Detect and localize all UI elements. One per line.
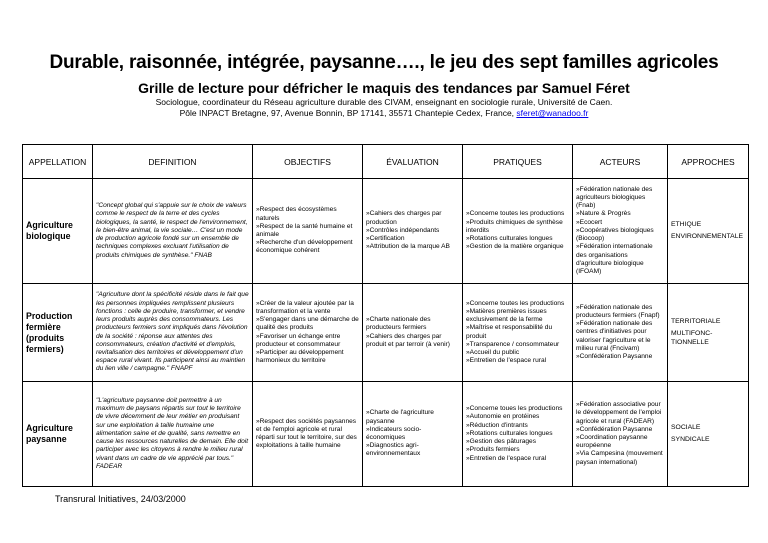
list-item: » Cahiers des charges par produit et par terroir (à venir) bbox=[366, 333, 459, 349]
approach-label: ENVIRONNEMENTALE bbox=[671, 233, 744, 240]
list-item: » Coopératives biologiques (Biocoop) bbox=[576, 227, 664, 243]
col-header-pratiques: PRATIQUES bbox=[463, 145, 573, 179]
col-header-approches: APPROCHES bbox=[668, 145, 749, 179]
list-item: » Indicateurs socio-économiques bbox=[366, 426, 459, 442]
list-item: » Confédération Paysanne bbox=[576, 426, 664, 434]
list-item: » Concerne toues les productions bbox=[466, 405, 569, 413]
row-evaluation bbox=[363, 179, 463, 284]
list-item: » Nature & Progrès bbox=[576, 210, 664, 218]
list-item: » Cahiers des charges par production bbox=[366, 210, 459, 226]
table-row bbox=[23, 284, 749, 382]
list-item: » Respect des écosystèmes naturels bbox=[256, 206, 359, 222]
list-item: » Respect des sociétés paysannes et de l'emploi agricole et rural réparti sur tout le territoire, sur des exploitations à taille humaine bbox=[256, 418, 359, 451]
list-item: » Certification bbox=[366, 235, 459, 243]
list-item: » Accueil du public bbox=[466, 349, 569, 357]
list-item: » Charte nationale des producteurs fermiers bbox=[366, 316, 459, 332]
row-evaluation bbox=[363, 284, 463, 382]
list-item: » Contrôles indépendants bbox=[366, 227, 459, 235]
row-pratiques bbox=[463, 382, 573, 487]
row-objectifs bbox=[253, 382, 363, 487]
list-item: » Transparence / consommateur bbox=[466, 341, 569, 349]
list-item: » Confédération Paysanne bbox=[576, 353, 664, 361]
list-item: » Ecocert bbox=[576, 219, 664, 227]
list-item: » Maîtrise et responsabilité du produit bbox=[466, 324, 569, 340]
list-item: » Diagnostics agri-environnementaux bbox=[366, 442, 459, 458]
list-item: » Entretien de l'espace rural bbox=[466, 357, 569, 365]
document-subtitle: Grille de lecture pour défricher le maquis des tendances par Samuel Féret bbox=[138, 80, 630, 96]
list-item: » Fédération associative pour le développement de l'emploi agricole et rural (FADEAR) bbox=[576, 401, 664, 426]
row-approches bbox=[668, 179, 749, 284]
list-item: » Produits chimiques de synthèse interdits bbox=[466, 219, 569, 235]
table-row bbox=[23, 382, 749, 487]
row-appellation: Agriculture biologique bbox=[23, 179, 93, 284]
classification-table bbox=[22, 144, 749, 487]
row-objectifs bbox=[253, 284, 363, 382]
row-definition: "L'agriculture paysanne doit permettre à un maximum de paysans répartis sur tout le territoire de vivre décemment de leur métier en produisant sur une exploitation à taille humaine une alimentation saine et de qualité, sans remettre en cause les ressources naturelles de demain. Elle doit participer avec les citoyens à rendre le milieu rural vivant dans un cadre de vie apprécié par tous." FADEAR bbox=[93, 382, 253, 487]
list-item: » Attribution de la marque AB bbox=[366, 243, 459, 251]
author-info bbox=[0, 97, 768, 119]
list-item: » Gestion des pâturages bbox=[466, 438, 569, 446]
document-title: Durable, raisonnée, intégrée, paysanne…., le jeu des sept familles agricoles bbox=[49, 52, 719, 73]
row-approches bbox=[668, 284, 749, 382]
list-item: » Coordination paysanne européenne bbox=[576, 434, 664, 450]
list-item: » Via Campesina (mouvement paysan international) bbox=[576, 450, 664, 466]
row-acteurs bbox=[573, 382, 668, 487]
row-definition: "Concept global qui s'appuie sur le choix de valeurs comme le respect de la terre et des cycles biologiques, la santé, le respect de l'environnement, le bien-être animal, la vie sociale… C'est un mode de production agricole fondé sur un ensemble de techniques complexes excluant l'utilisation de produits chimiques de synthèse." FNAB bbox=[93, 179, 253, 284]
col-header-definition: DEFINITION bbox=[93, 145, 253, 179]
col-header-acteurs: ACTEURS bbox=[573, 145, 668, 179]
row-objectifs bbox=[253, 179, 363, 284]
approach-label: SOCIALE bbox=[671, 423, 701, 431]
list-item: » Fédération internationale des organisations d'agriculture biologique (IFOAM) bbox=[576, 243, 664, 276]
list-item: » Fédération nationale des centres d'initiatives pour valoriser l'agriculture et le milieu rural (Fncivam) bbox=[576, 320, 664, 353]
list-item: » Respect de la santé humaine et animale bbox=[256, 223, 359, 239]
list-item: » Participer au développement harmonieux du territoire bbox=[256, 349, 359, 365]
col-header-objectifs: OBJECTIFS bbox=[253, 145, 363, 179]
list-item: » Réduction d'intrants bbox=[466, 422, 569, 430]
footer-source: Transrural Initiatives, 24/03/2000 bbox=[55, 494, 186, 504]
list-item: » Matières premières issues exclusivement de la ferme bbox=[466, 308, 569, 324]
row-evaluation bbox=[363, 382, 463, 487]
row-appellation: Production fermière (produits fermiers) bbox=[23, 284, 93, 382]
list-item: » Charte de l'agriculture paysanne bbox=[366, 409, 459, 425]
row-definition: "Agriculture dont la spécificité réside dans le fait que les personnes impliquées remplissent plusieurs fonctions : celle de produire, transformer, et vendre leurs produits auprès des consommateurs. Les producteurs fermiers sont impliqués dans l'évolution de la société : réponse aux attentes des consommateurs, création d'activité et d'emplois, revitalisation des territoires et développement d'un espace rural vivant. Ils participent ainsi au maintien du lien ville / campagne." FNAPF bbox=[93, 284, 253, 382]
list-item: » Autonomie en protéines bbox=[466, 413, 569, 421]
list-item: » Rotations culturales longues bbox=[466, 235, 569, 243]
list-item: » Concerne toutes les productions bbox=[466, 210, 569, 218]
list-item: » Produits fermiers bbox=[466, 446, 569, 454]
list-item: » Gestion de la matière organique bbox=[466, 243, 569, 251]
row-pratiques bbox=[463, 284, 573, 382]
list-item: » Rotations culturales longues bbox=[466, 430, 569, 438]
list-item: » Entretien de l'espace rural bbox=[466, 455, 569, 463]
approach-label: SYNDICALE bbox=[671, 436, 710, 443]
author-email-link[interactable]: sferet@wanadoo.fr bbox=[516, 108, 589, 118]
row-appellation: Agriculture paysanne bbox=[23, 382, 93, 487]
approach-label: ETHIQUE bbox=[671, 220, 702, 228]
list-item: » Fédération nationale des agriculteurs biologiques (Fnab) bbox=[576, 186, 664, 211]
table-row bbox=[23, 179, 749, 284]
list-item: » Favoriser un échange entre producteur et consommateur bbox=[256, 333, 359, 349]
list-item: » Fédération nationale des producteurs fermiers (Fnapf) bbox=[576, 304, 664, 320]
col-header-appellation: APPELLATION bbox=[23, 145, 93, 179]
table-header-row bbox=[23, 145, 749, 179]
row-approches bbox=[668, 382, 749, 487]
col-header-evaluation: ÉVALUATION bbox=[363, 145, 463, 179]
approach-label: TERRITORIALE bbox=[671, 318, 721, 326]
author-line-2 bbox=[0, 108, 768, 119]
approach-label: MULTIFONC-TIONNELLE bbox=[671, 330, 713, 346]
list-item: » S'engager dans une démarche de qualité des produits bbox=[256, 316, 359, 332]
list-item: » Créer de la valeur ajoutée par la transformation et la vente bbox=[256, 300, 359, 316]
author-line-1: Sociologue, coordinateur du Réseau agriculture durable des CIVAM, enseignant en sociologie rurale, Université de Caen. bbox=[155, 97, 613, 107]
row-pratiques bbox=[463, 179, 573, 284]
row-acteurs bbox=[573, 179, 668, 284]
author-address: Pôle INPACT Bretagne, 97, Avenue Bonnin, BP 17141, 35571 Chantepie Cedex, France, bbox=[179, 108, 515, 118]
row-acteurs bbox=[573, 284, 668, 382]
list-item: » Concerne toutes les productions bbox=[466, 300, 569, 308]
list-item: » Recherche d'un développement économique cohérent bbox=[256, 239, 359, 255]
